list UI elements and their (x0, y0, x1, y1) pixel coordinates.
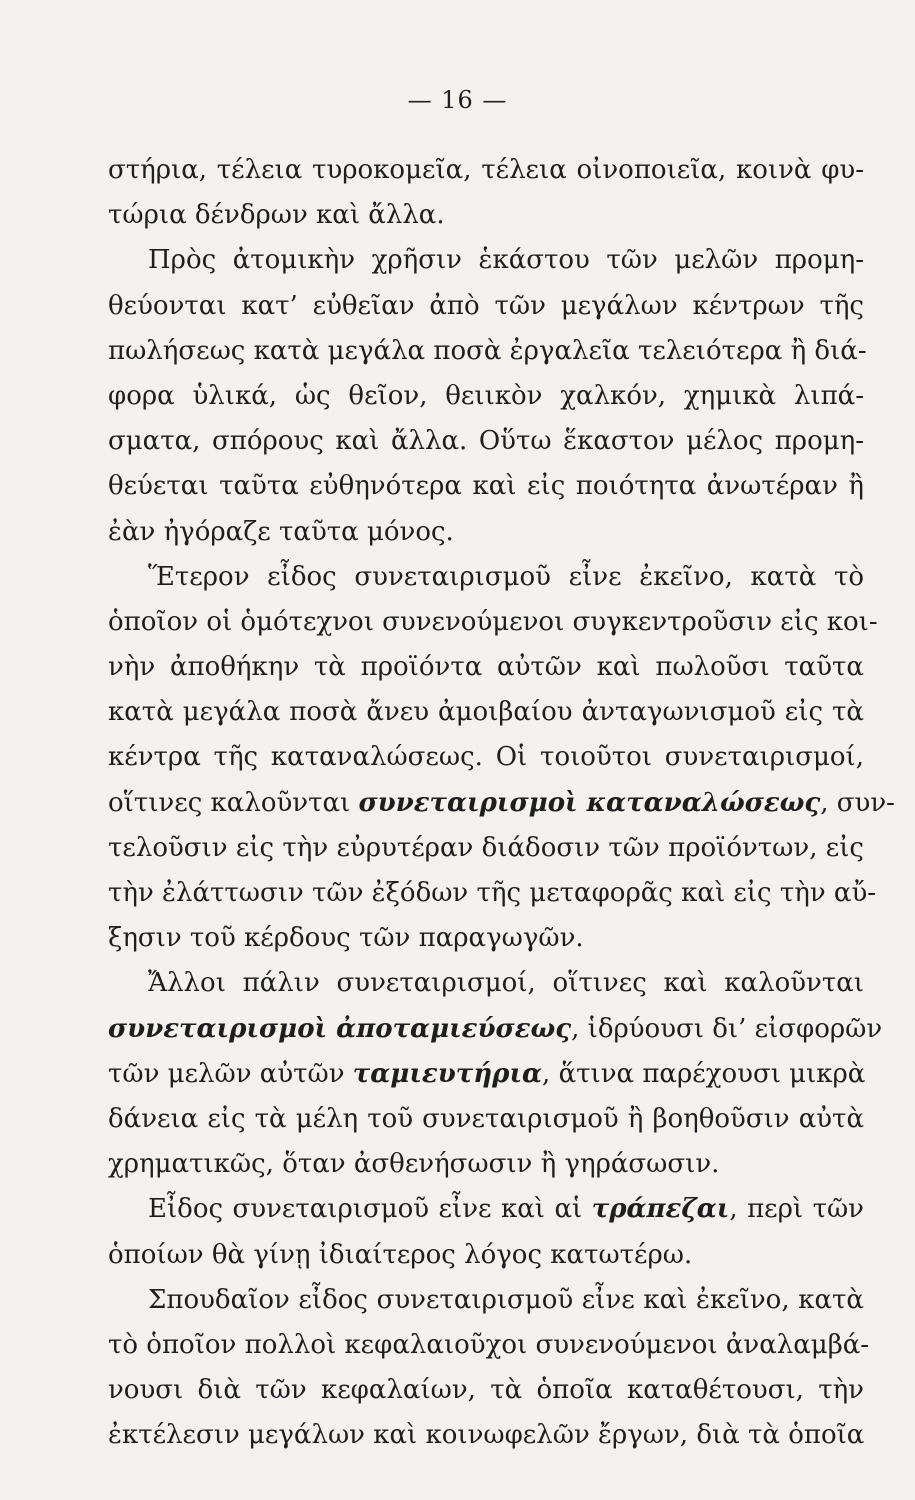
text-segment: δάνεια εἰς τὰ μέλη τοῦ συνεταιρισμοῦ ἢ βοηθοῦσιν αὐτὰ (108, 1103, 864, 1134)
text-line (108, 916, 864, 961)
text-line (108, 238, 864, 283)
text-segment: ὁποίων θὰ γίνῃ ἰδιαίτερος λόγος κατωτέρω. (108, 1239, 693, 1270)
text-segment: ἐὰν ἠγόραζε ταῦτα μόνος. (108, 516, 454, 547)
emphasized-term: συνεταιρισμοὶ ἀποταμιεύσεως (108, 1013, 572, 1044)
text-segment: χρηματικῶς, ὅταν ἀσθενήσωσιν ἢ γηράσωσιν. (108, 1149, 720, 1180)
text-segment: νουσι διὰ τῶν κεφαλαίων, τὰ ὁποῖα καταθέτουσι, τὴν (108, 1375, 864, 1406)
text-line (108, 1097, 864, 1142)
text-line (108, 374, 864, 419)
text-line (108, 329, 867, 374)
text-segment: , περὶ τῶν (729, 1194, 864, 1225)
text-line (108, 1233, 864, 1278)
text-line (108, 193, 864, 238)
text-segment: τώρια δένδρων καὶ ἄλλα. (108, 200, 445, 231)
text-segment: πωλήσεως κατὰ μεγάλα ποσὰ ἐργαλεῖα τελειότερα ἢ διά- (108, 335, 867, 366)
text-line (108, 1278, 864, 1323)
text-line (108, 555, 864, 600)
body-text (108, 148, 895, 1458)
text-segment: Ἕτερον εἶδος συνεταιρισμοῦ εἶνε ἐκεῖνο, κατὰ τὸ (148, 561, 864, 592)
text-line (108, 600, 878, 645)
text-segment: νὴν ἀποθήκην τὰ προϊόντα αὐτῶν καὶ πωλοῦσι ταῦτα (108, 652, 864, 683)
text-line (108, 1007, 883, 1052)
text-line (108, 464, 864, 509)
text-segment: , συν- (820, 787, 895, 818)
text-segment: φορα ὑλικά, ὡς θεῖον, θειικὸν χαλκόν, χημικὰ λιπά- (108, 380, 864, 411)
text-line (108, 1142, 864, 1187)
text-line (108, 1413, 864, 1458)
text-line (108, 871, 877, 916)
text-segment: ἐκτέλεσιν μεγάλων καὶ κοινωφελῶν ἔργων, διὰ τὰ ὁποῖα (108, 1420, 865, 1451)
text-line (108, 781, 895, 826)
text-segment: τῶν μελῶν αὐτῶν (108, 1058, 353, 1089)
emphasized-term: τράπεζαι (591, 1194, 730, 1225)
text-segment: θεύεται ταῦτα εὐθηνότερα καὶ εἰς ποιότητα ἀνωτέραν ἢ (108, 471, 864, 502)
text-line (108, 510, 864, 555)
text-segment: ὁποῖον οἱ ὁμότεχνοι συνενούμενοι συγκεντροῦσιν εἰς κοι- (108, 606, 878, 637)
text-line (108, 961, 864, 1006)
text-segment: κέντρα τῆς καταναλώσεως. Οἱ τοιοῦτοι συνεταιρισμοί, (108, 742, 864, 773)
text-segment: Πρὸς ἀτομικὴν χρῆσιν ἑκάστου τῶν μελῶν προμη- (148, 245, 864, 276)
text-segment: κατὰ μεγάλα ποσὰ ἄνευ ἀμοιβαίου ἀνταγωνισμοῦ εἰς τὰ (108, 697, 864, 728)
text-segment: Εἶδος συνεταιρισμοῦ εἶνε καὶ αἱ (148, 1194, 592, 1225)
text-line (108, 1368, 864, 1413)
text-segment: τελοῦσιν εἰς τὴν εὐρυτέραν διάδοσιν τῶν προϊόντων, εἰς (108, 832, 864, 863)
emphasized-term: ταμιευτήρια (352, 1058, 543, 1089)
text-segment: θεύονται κατ’ εὐθεῖαν ἀπὸ τῶν μεγάλων κέντρων τῆς (108, 290, 864, 321)
text-line (108, 1187, 864, 1232)
text-segment: οἵτινες καλοῦνται (108, 787, 359, 818)
text-segment: , ἱδρύουσι δι’ εἰσφορῶν (571, 1013, 883, 1044)
emphasized-term: συνεταιρισμοὶ καταναλώσεως (358, 787, 821, 818)
text-segment: στήρια, τέλεια τυροκομεῖα, τέλεια οἰνοποιεῖα, κοινὰ φυ- (108, 155, 864, 185)
text-line (108, 645, 864, 690)
text-line (108, 1323, 870, 1368)
text-line (108, 826, 864, 871)
text-segment: Ἄλλοι πάλιν συνεταιρισμοί, οἵτινες καὶ καλοῦνται (148, 968, 864, 999)
text-line (108, 690, 864, 735)
text-line (108, 735, 864, 780)
text-line (108, 148, 864, 193)
page-number: — 16 — (407, 86, 508, 114)
text-segment: , ἅτινα παρέχουσι μικρὰ (542, 1058, 866, 1089)
text-line (108, 1052, 864, 1097)
text-segment: τὴν ἐλάττωσιν τῶν ἐξόδων τῆς μεταφορᾶς καὶ εἰς τὴν αὔ- (108, 878, 877, 908)
text-line (108, 419, 864, 464)
text-segment: ξησιν τοῦ κέρδους τῶν παραγωγῶν. (108, 923, 584, 954)
text-segment: τὸ ὁποῖον πολλοὶ κεφαλαιοῦχοι συνενούμενοι ἀναλαμβά- (108, 1329, 870, 1360)
text-segment: σματα, σπόρους καὶ ἄλλα. Οὕτω ἕκαστον μέλος προμη- (108, 426, 864, 457)
text-segment: Σπουδαῖον εἶδος συνεταιρισμοῦ εἶνε καὶ ἐκεῖνο, κατὰ (148, 1284, 864, 1315)
text-line (108, 284, 864, 329)
